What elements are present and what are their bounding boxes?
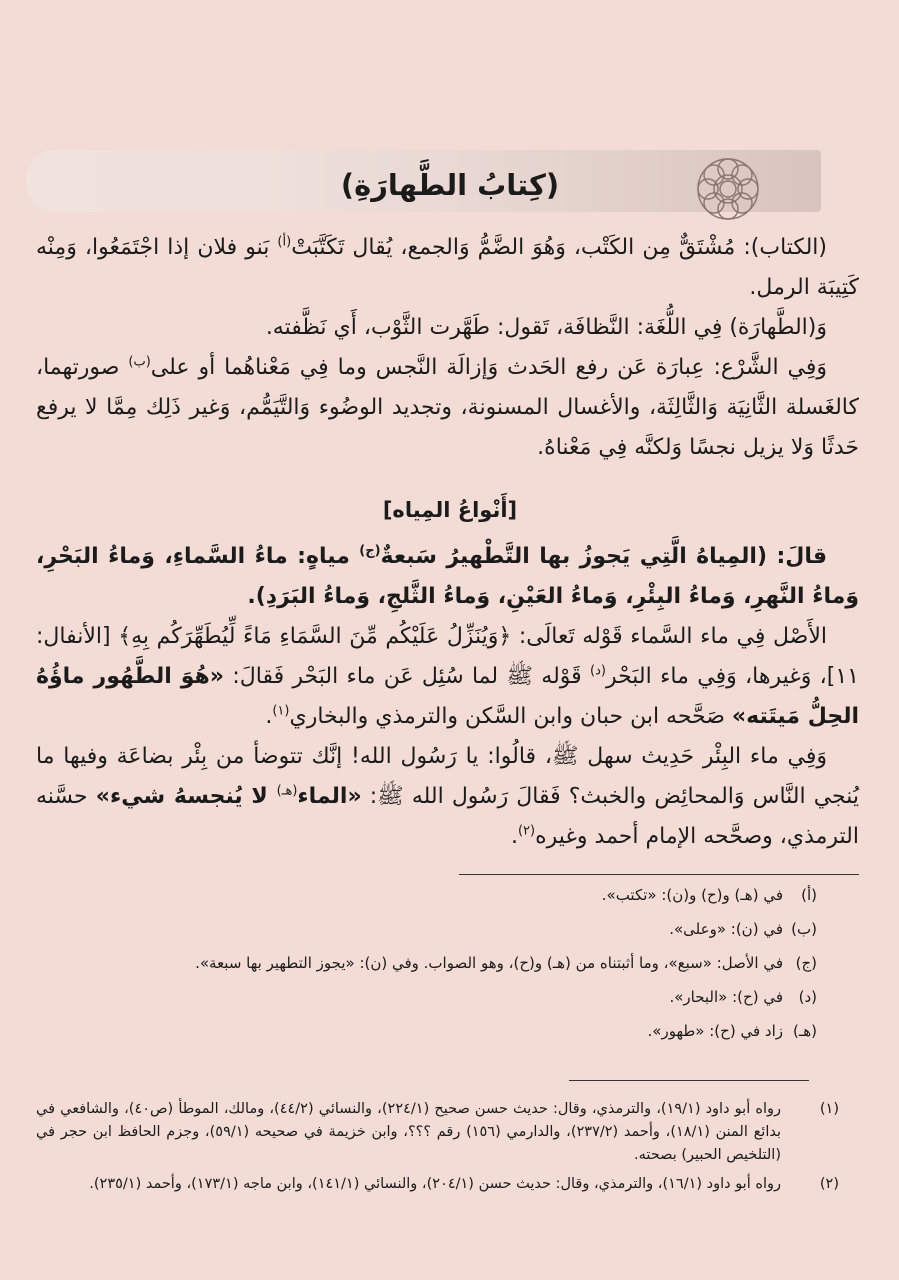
- paragraph-taharah-lughah: [36, 308, 859, 348]
- reference-text: رواه أبو داود (١٩/١)، والترمذي، وقال: حديث حسن صحيح (٢٢٤/١)، والنسائي (٤٤/٢)، ومالك، الموطأ (ص٤٠)، والشافعي في بدائع المنن (١٨/١)، وأحمد (٢٣٧/٢)، والدارمي (١٥٦) رقم ؟؟؟، وابن خزيمة في صحيحه (٥٩/١)، وجزم الحافظ ابن حجر في (التلخيص الحبير) بصحته.: [36, 1101, 782, 1163]
- footnote-marker: (أ): [277, 234, 292, 250]
- text-span: وَفِي الشَّرْع: عِبارَة عَن رفع الحَدث وَإزالَة النَّجس وما فِي مَعْناهُما أو على: [150, 355, 827, 380]
- note-mark: (أ): [801, 886, 817, 904]
- hadith-quote: «الماء: [297, 784, 362, 809]
- note-row: [40, 886, 817, 920]
- note-row: [40, 954, 817, 988]
- note-text: في (هـ) و(ح) و(ن): «تكتب».: [601, 886, 783, 904]
- text-span: مياهٍ: ماءُ السَّماءِ، وَماءُ البَحْرِ، وَماءُ النَّهرِ، وَماءُ البِئْرِ، وَماءُ العَيْنِ، وَماءُ الثَّلجِ، وَماءُ البَرَدِ).: [36, 544, 859, 609]
- notes-divider: [459, 874, 859, 875]
- footnote-marker: (ب): [128, 354, 151, 370]
- paragraph-matn: [36, 537, 859, 617]
- paragraph-kitab: [36, 228, 859, 308]
- note-mark: (د): [798, 988, 817, 1006]
- text-span: صَحَّحه ابن حبان وابن السَّكن والترمذي والبخاري: [289, 704, 732, 729]
- paragraph-taharah-shar: [36, 348, 859, 468]
- text-span: بَنو فلان إذا اجْتَمَعُوا، وَمِنْه كَتِيبَة الرمل.: [36, 235, 859, 300]
- hadith-quote: «هُوَ الطَّهُور ماؤُهُ الحِلُّ مَيتَته»: [36, 664, 859, 729]
- chapter-title: (كِتابُ الطَّهارَةِ): [340, 168, 560, 202]
- note-text: في (ح): «البحار».: [669, 988, 783, 1006]
- note-text: في (ن): «وعلى».: [669, 920, 783, 938]
- text-span: وَفِي ماء البِئْر حَدِيث سهل ﷺ، قالُوا: يا رَسُول الله! إنَّك تتوضأ من بِئْر بضاعَة وفيها ما يُنجي النَّاس وَالمحائِض والخبث؟ فَقالَ رَسُول الله ﷺ:: [36, 744, 859, 809]
- section-title: [أَنْواعُ المِياه]: [382, 498, 518, 522]
- reference-text: رواه أبو داود (١٦/١)، والترمذي، وقال: حديث حسن (٢٠٤/١)، والنسائي (١٤١/١)، وابن ماجه (١٧٣/١)، وأحمد (٢٣٥/١).: [89, 1176, 781, 1192]
- text-span: .: [265, 704, 273, 729]
- note-row: [40, 988, 817, 1022]
- body-text-waters: [36, 537, 859, 857]
- text-span: صورتهما، كالغَسلة الثَّانِيَة وَالثَّالِثَة، والأغسال المسنونة، وتجديد الوضُوء وَالتَّيَمُّم، وَغير ذَلِك مِمَّا لا يرفع حَدثًا وَلا يزيل نجسًا وَلكنَّه فِي مَعْناهُ.: [36, 355, 859, 460]
- paragraph-rain-sea: [36, 617, 859, 737]
- hadith-quote: لا يُنجسهُ شيء»: [95, 784, 277, 809]
- footnote-marker: (د): [590, 663, 606, 679]
- note-row: [40, 1022, 817, 1056]
- text-span: (الكتاب): مُشْتَقٌّ مِن الكَتْب، وَهُوَ الضَّمُّ وَالجمع، يُقال تَكَتَّبَتْ: [291, 235, 827, 260]
- text-span: حسَّنه الترمذي، وصحَّحه الإمام أحمد وغيره: [36, 784, 859, 849]
- text-span: .: [510, 824, 518, 849]
- reference-marker: (٢): [517, 823, 536, 839]
- note-text: زاد في (ح): «طهور».: [647, 1022, 783, 1040]
- reference-marker: (١): [272, 703, 290, 719]
- rosette-ornament-icon: [688, 152, 768, 227]
- reference-mark: (١): [819, 1101, 839, 1117]
- text-span: وَ(الطَّهارَة) فِي اللُّغَة: النَّظافَة، تَقول: طَهَّرت الثَّوْب، أَي نَظَّفته.: [265, 315, 827, 340]
- text-span: قالَ: (المِياهُ الَّتِي يَجوزُ بها التَّطْهيرُ سَبعةٌ: [380, 544, 827, 569]
- note-text: في الأصل: «سبع»، وما أثبتناه من (هـ) و(ح)، وهو الصواب. وفي (ن): «يجوز التطهير بها سبعة».: [195, 954, 783, 972]
- text-span: قَوْله ﷺ لما سُئِل عَن ماء البَحْر فَقالَ:: [224, 664, 591, 689]
- reference-mark: (٢): [819, 1176, 839, 1192]
- note-mark: (هـ): [792, 1022, 817, 1040]
- references-divider: [569, 1080, 809, 1081]
- paragraph-well: [36, 737, 859, 857]
- body-text: [36, 228, 859, 468]
- reference-row: [36, 1098, 839, 1167]
- footnote-marker: (ج): [359, 543, 381, 559]
- reference-row: [36, 1173, 839, 1196]
- footnote-marker: (هـ): [276, 783, 298, 799]
- note-row: [40, 920, 817, 954]
- textual-notes: [40, 886, 817, 1056]
- note-mark: (ب): [791, 920, 817, 938]
- text-span: الأَصْل فِي ماء السَّماء قَوْله تَعالَى: ﴿وَيُنَزِّلُ عَلَيْكُم مِّنَ السَّمَاءِ مَاءً لِّيُطَهِّرَكُم بِهِ﴾ [الأنفال: ١١]، وَغيرها، وَفِي ماء البَحْر: [36, 624, 859, 689]
- note-mark: (ج): [795, 954, 817, 972]
- references: [36, 1098, 839, 1202]
